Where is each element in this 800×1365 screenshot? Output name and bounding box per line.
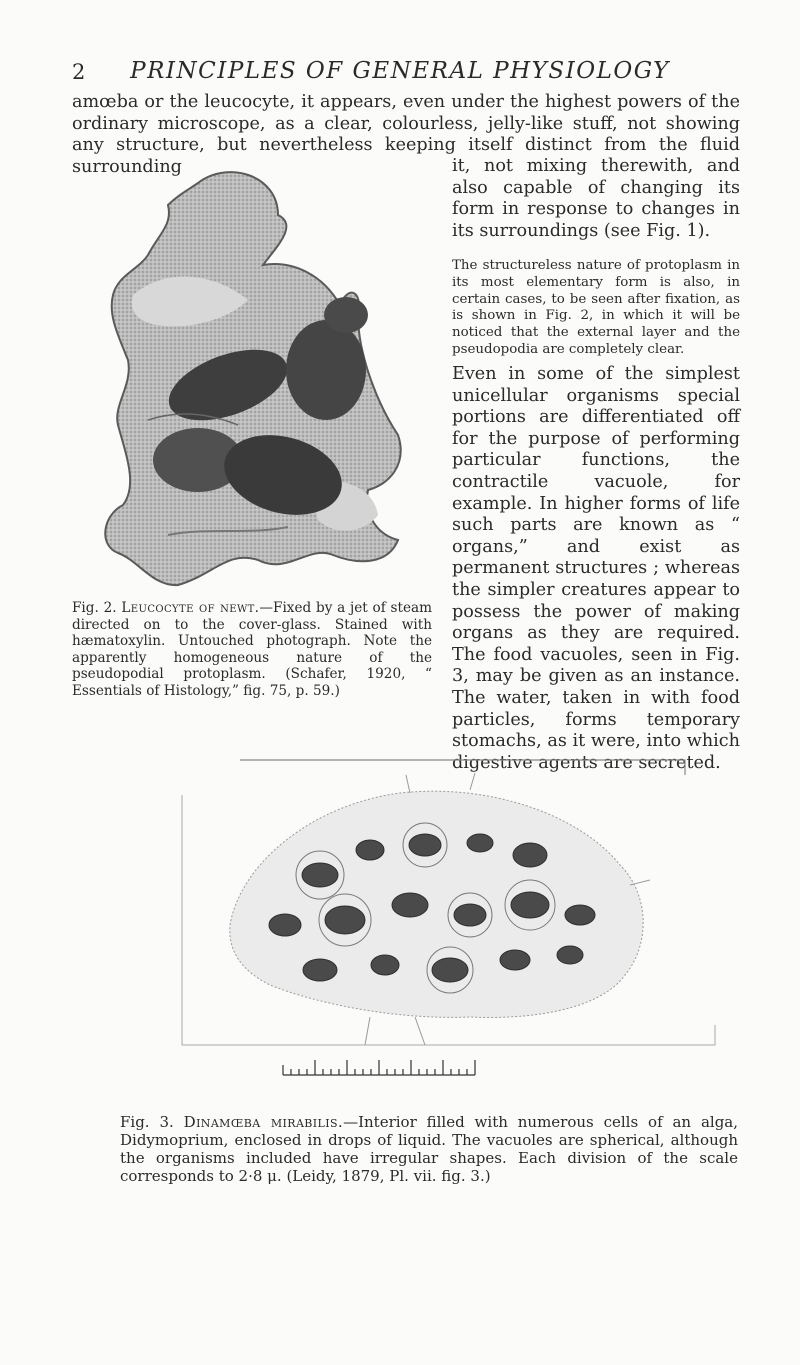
figure-3-text: —Interior filled with numerous cells of an alga, Didymoprium, enclosed in drops of liquid. The vacuoles are spherical, although the organisms included have irregular shapes. Each division of the scale corresponds to 2·8 μ. (Leidy, 1879, Pl. vii. fig. 3.) <box>120 1113 739 1185</box>
page-number: 2 <box>72 60 86 84</box>
scale-bar <box>283 1060 475 1075</box>
figure-2-title: Leucocyte of newt. <box>121 600 260 616</box>
small-print-note: The structureless nature of protoplasm in its most elementary form is also, in certain cases, to be seen after fixation, as is shown in Fig. 2, in which it will be noticed that the external layer and the pseudopodia are completely clear. <box>452 258 740 357</box>
figure-3-image <box>170 755 730 1095</box>
figure-3-caption <box>120 1113 738 1185</box>
figure-2-label: Fig. 2. <box>72 600 117 616</box>
paragraph-right-column: it, not mixing therewith, and also capable of changing its form in response to changes in its surroundings (see Fig. 1). <box>452 156 740 241</box>
figure-2-image <box>78 155 432 595</box>
figure-3-label: Fig. 3. <box>120 1113 174 1131</box>
figure-3-title: Dinamœba mirabilis. <box>183 1113 344 1131</box>
running-title: PRINCIPLES OF GENERAL PHYSIOLOGY <box>130 58 670 84</box>
paragraph-second: Even in some of the simplest unicellular organisms special portions are differentiated off for the purpose of performing particular functions, the contractile vacuole, for example. In higher forms of life such parts are known as “ organs,” and exist as permanent structures ; whereas the simpler creatures appear to possess the power of making organs as they are required. The food vacuoles, seen in Fig. 3, may be given as an instance. The water, taken in with food particles, forms temporary stomachs, as it were, into which digestive agents are secreted. <box>452 364 740 773</box>
figure-2-caption <box>72 600 432 700</box>
figure-2-text: —Fixed by a jet of steam directed on to the cover-glass. Stained with hæmatoxylin. Untouched photograph. Note the apparently homogeneous nature of the pseudopodial protoplasm. (Schafer, 1920, “ Essentials of Histology,” fig. 75, p. 59.) <box>72 600 433 699</box>
paragraph-top: amœba or the leucocyte, it appears, even under the highest powers of the ordinary microscope, as a clear, colourless, jelly-like stuff, not showing any structure, but nevertheless keeping itself distinct from the fluid surrounding <box>72 92 740 177</box>
